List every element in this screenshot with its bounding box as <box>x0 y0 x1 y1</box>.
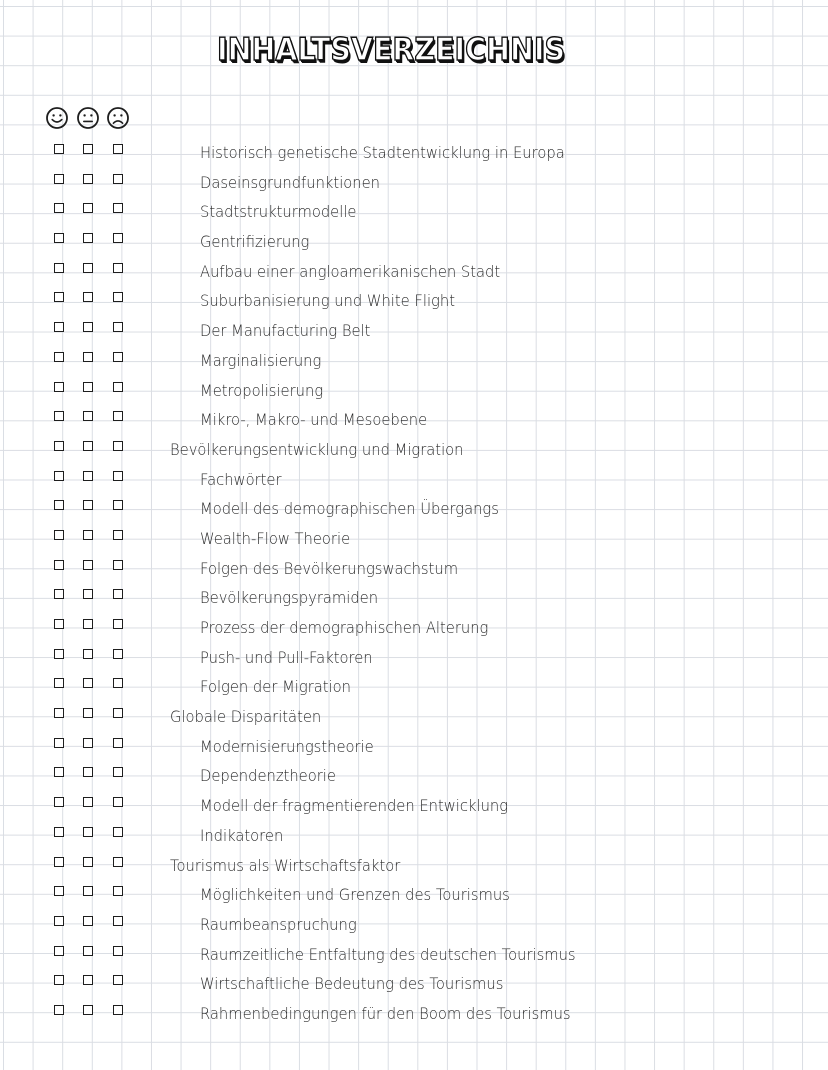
rating-checkbox-sad[interactable] <box>113 827 123 837</box>
rating-checkbox-neutral[interactable] <box>83 411 93 421</box>
rating-checkbox-sad[interactable] <box>113 530 123 540</box>
topic-label: Suburbanisierung und White Flight <box>200 291 455 311</box>
topic-label: Raumbeanspruchung <box>200 914 357 934</box>
toc-entry <box>0 824 828 854</box>
toc-entry <box>0 497 828 527</box>
rating-checkbox-neutral[interactable] <box>83 263 93 273</box>
rating-checkbox-neutral[interactable] <box>83 233 93 243</box>
rating-checkbox-happy[interactable] <box>54 292 64 302</box>
topic-label: Fachwörter <box>200 469 282 489</box>
rating-checkbox-neutral[interactable] <box>83 649 93 659</box>
rating-checkbox-happy[interactable] <box>54 263 64 273</box>
toc-entry <box>0 972 828 1002</box>
toc-entry <box>0 260 828 290</box>
rating-checkbox-happy[interactable] <box>54 352 64 362</box>
rating-checkbox-sad[interactable] <box>113 916 123 926</box>
topic-label: Mikro-, Makro- und Mesoebene <box>200 410 428 430</box>
rating-checkbox-neutral[interactable] <box>83 619 93 629</box>
rating-checkbox-happy[interactable] <box>54 1005 64 1015</box>
page-title: INHALTSVERZEICHNIS <box>217 32 565 68</box>
toc-entry <box>0 764 828 794</box>
rating-checkbox-neutral[interactable] <box>83 144 93 154</box>
rating-checkbox-sad[interactable] <box>113 352 123 362</box>
topic-label: Prozess der demographischen Alterung <box>200 618 489 637</box>
toc-entry <box>0 408 828 438</box>
rating-checkbox-sad[interactable] <box>113 174 123 184</box>
rating-checkbox-happy[interactable] <box>54 560 64 570</box>
toc-entry <box>0 349 828 379</box>
rating-checkbox-sad[interactable] <box>113 441 123 451</box>
rating-checkbox-happy[interactable] <box>54 619 64 629</box>
topic-label: Gentrifizierung <box>200 232 310 252</box>
toc-entry <box>0 438 828 468</box>
rating-checkbox-neutral[interactable] <box>83 471 93 481</box>
rating-checkbox-happy[interactable] <box>54 916 64 926</box>
rating-checkbox-neutral[interactable] <box>83 322 93 332</box>
rating-checkbox-neutral[interactable] <box>83 1005 93 1015</box>
toc-entry <box>0 943 828 973</box>
rating-checkbox-neutral[interactable] <box>83 797 93 807</box>
section-heading: Tourismus als Wirtschaftsfaktor <box>170 855 401 875</box>
rating-checkbox-neutral[interactable] <box>83 589 93 599</box>
neutral-face-icon <box>76 106 100 130</box>
rating-checkbox-happy[interactable] <box>54 975 64 985</box>
rating-checkbox-happy[interactable] <box>54 678 64 688</box>
rating-checkbox-neutral[interactable] <box>83 382 93 392</box>
rating-checkbox-sad[interactable] <box>113 708 123 718</box>
happy-face-icon <box>45 106 69 130</box>
table-of-contents <box>0 141 828 1032</box>
topic-label: Push- und Pull-Faktoren <box>200 647 373 667</box>
rating-checkbox-sad[interactable] <box>113 678 123 688</box>
rating-checkbox-happy[interactable] <box>54 441 64 451</box>
rating-checkbox-neutral[interactable] <box>83 441 93 451</box>
toc-entry <box>0 468 828 498</box>
rating-checkbox-neutral[interactable] <box>83 530 93 540</box>
rating-checkbox-neutral[interactable] <box>83 916 93 926</box>
rating-checkbox-neutral[interactable] <box>83 560 93 570</box>
rating-checkbox-happy[interactable] <box>54 738 64 748</box>
rating-checkbox-happy[interactable] <box>54 174 64 184</box>
rating-checkbox-happy[interactable] <box>54 203 64 213</box>
topic-label: Marginalisierung <box>200 350 322 370</box>
rating-checkbox-sad[interactable] <box>113 619 123 629</box>
topic-label: Daseinsgrundfunktionen <box>200 172 381 192</box>
rating-checkbox-neutral[interactable] <box>83 708 93 718</box>
topic-label: Modernisierungstheorie <box>200 736 374 756</box>
topic-label: Raumzeitliche Entfaltung des deutschen Tourismus <box>200 944 576 964</box>
sad-face-icon <box>106 106 130 130</box>
rating-checkbox-neutral[interactable] <box>83 767 93 777</box>
rating-checkbox-happy[interactable] <box>54 500 64 510</box>
toc-entry <box>0 379 828 409</box>
toc-entry <box>0 616 828 646</box>
topic-label: Modell des demographischen Übergangs <box>200 499 499 519</box>
rating-checkbox-neutral[interactable] <box>83 352 93 362</box>
toc-entry <box>0 705 828 735</box>
rating-checkbox-neutral[interactable] <box>83 292 93 302</box>
rating-checkbox-happy[interactable] <box>54 827 64 837</box>
toc-entry <box>0 586 828 616</box>
rating-checkbox-neutral[interactable] <box>83 827 93 837</box>
topic-label: Wealth-Flow Theorie <box>200 528 351 548</box>
rating-checkbox-sad[interactable] <box>113 471 123 481</box>
topic-label: Stadtstrukturmodelle <box>200 202 357 222</box>
rating-checkbox-happy[interactable] <box>54 886 64 896</box>
rating-checkbox-neutral[interactable] <box>83 946 93 956</box>
rating-checkbox-sad[interactable] <box>113 649 123 659</box>
rating-checkbox-neutral[interactable] <box>83 975 93 985</box>
rating-checkbox-sad[interactable] <box>113 797 123 807</box>
toc-entry <box>0 646 828 676</box>
rating-checkbox-happy[interactable] <box>54 144 64 154</box>
rating-checkbox-happy[interactable] <box>54 322 64 332</box>
toc-entry <box>0 854 828 884</box>
rating-checkbox-sad[interactable] <box>113 560 123 570</box>
topic-label: Historisch genetische Stadtentwicklung in Europa <box>200 143 565 162</box>
topic-label: Aufbau einer angloamerikanischen Stadt <box>200 261 501 281</box>
toc-entry <box>0 913 828 943</box>
rating-checkbox-sad[interactable] <box>113 233 123 243</box>
rating-checkbox-sad[interactable] <box>113 857 123 867</box>
toc-entry <box>0 735 828 765</box>
rating-checkbox-happy[interactable] <box>54 797 64 807</box>
toc-entry <box>0 200 828 230</box>
rating-checkbox-sad[interactable] <box>113 203 123 213</box>
rating-checkbox-sad[interactable] <box>113 144 123 154</box>
rating-checkbox-neutral[interactable] <box>83 738 93 748</box>
topic-label: Modell der fragmentierenden Entwicklung <box>200 796 509 816</box>
section-heading: Globale Disparitäten <box>170 707 322 727</box>
topic-label: Folgen der Migration <box>200 677 351 697</box>
topic-label: Rahmenbedingungen für den Boom des Tourismus <box>200 1003 571 1023</box>
toc-entry <box>0 141 828 171</box>
rating-checkbox-neutral[interactable] <box>83 886 93 896</box>
rating-checkbox-happy[interactable] <box>54 589 64 599</box>
rating-checkbox-sad[interactable] <box>113 411 123 421</box>
section-heading: Bevölkerungsentwicklung und Migration <box>170 439 464 459</box>
rating-checkbox-neutral[interactable] <box>83 174 93 184</box>
rating-checkbox-neutral[interactable] <box>83 857 93 867</box>
topic-label: Dependenztheorie <box>200 766 336 786</box>
rating-checkbox-neutral[interactable] <box>83 500 93 510</box>
rating-checkbox-happy[interactable] <box>54 649 64 659</box>
rating-checkbox-happy[interactable] <box>54 233 64 243</box>
rating-checkbox-happy[interactable] <box>54 708 64 718</box>
rating-checkbox-sad[interactable] <box>113 946 123 956</box>
topic-label: Indikatoren <box>200 825 284 845</box>
rating-checkbox-happy[interactable] <box>54 411 64 421</box>
rating-checkbox-sad[interactable] <box>113 738 123 748</box>
rating-checkbox-sad[interactable] <box>113 382 123 392</box>
toc-entry <box>0 230 828 260</box>
rating-checkbox-sad[interactable] <box>113 322 123 332</box>
rating-checkbox-sad[interactable] <box>113 589 123 599</box>
topic-label: Metropolisierung <box>200 380 324 400</box>
topic-label: Wirtschaftliche Bedeutung des Tourismus <box>200 974 504 994</box>
rating-checkbox-neutral[interactable] <box>83 203 93 213</box>
toc-entry <box>0 1002 828 1032</box>
rating-checkbox-happy[interactable] <box>54 946 64 956</box>
rating-checkbox-sad[interactable] <box>113 975 123 985</box>
topic-label: Bevölkerungspyramiden <box>200 588 379 608</box>
rating-checkbox-happy[interactable] <box>54 767 64 777</box>
toc-entry <box>0 527 828 557</box>
toc-entry <box>0 557 828 587</box>
toc-entry <box>0 883 828 913</box>
rating-checkbox-happy[interactable] <box>54 382 64 392</box>
toc-entry <box>0 319 828 349</box>
topic-label: Möglichkeiten und Grenzen des Tourismus <box>200 885 510 905</box>
topic-label: Folgen des Bevölkerungswachstum <box>200 558 459 578</box>
toc-entry <box>0 171 828 201</box>
rating-checkbox-happy[interactable] <box>54 857 64 867</box>
rating-checkbox-neutral[interactable] <box>83 678 93 688</box>
rating-checkbox-happy[interactable] <box>54 530 64 540</box>
rating-checkbox-sad[interactable] <box>113 292 123 302</box>
topic-label: Der Manufacturing Belt <box>200 321 371 341</box>
rating-checkbox-sad[interactable] <box>113 1005 123 1015</box>
toc-entry <box>0 675 828 705</box>
toc-entry <box>0 289 828 319</box>
rating-checkbox-sad[interactable] <box>113 886 123 896</box>
rating-checkbox-sad[interactable] <box>113 767 123 777</box>
toc-entry <box>0 794 828 824</box>
rating-checkbox-sad[interactable] <box>113 263 123 273</box>
rating-checkbox-sad[interactable] <box>113 500 123 510</box>
rating-checkbox-happy[interactable] <box>54 471 64 481</box>
